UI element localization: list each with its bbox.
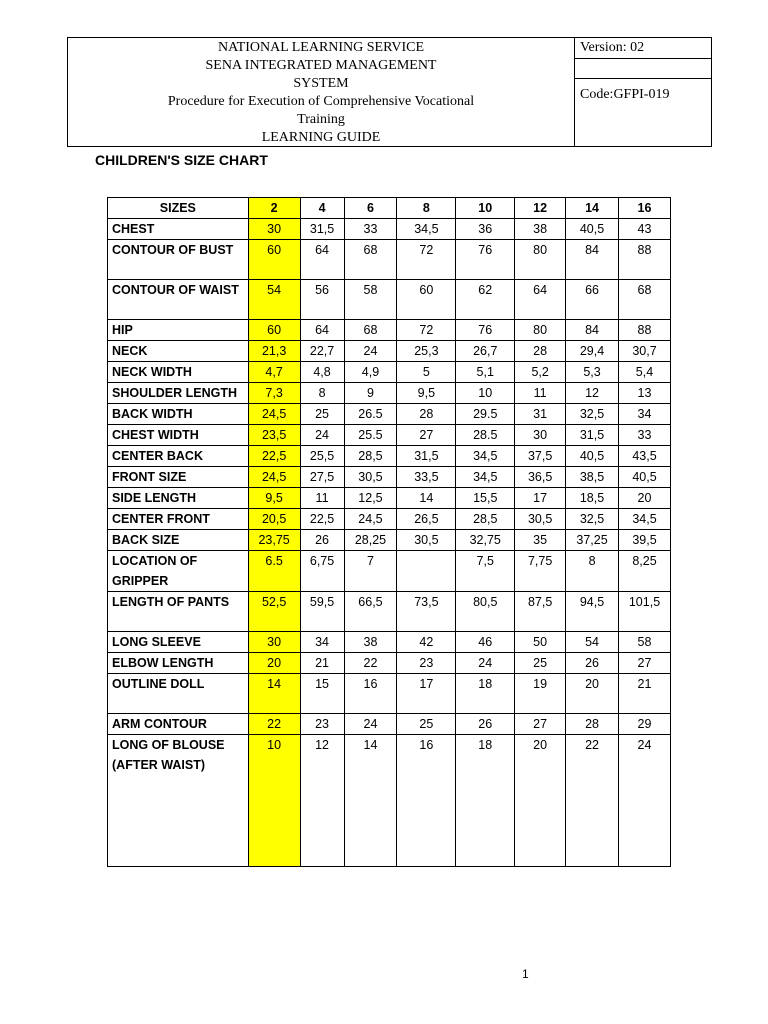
table-cell: 68	[619, 280, 671, 320]
table-cell: 87,5	[515, 592, 566, 632]
row-label: BACK WIDTH	[108, 404, 249, 425]
row-label: NECK	[108, 341, 249, 362]
table-cell: 17	[397, 674, 456, 714]
table-cell: 32,75	[456, 530, 515, 551]
table-cell: 8,25	[619, 551, 671, 592]
table-cell: 4,9	[344, 362, 397, 383]
table-cell: 23	[397, 653, 456, 674]
table-cell: 6,75	[300, 551, 344, 592]
table-cell: 14	[248, 674, 300, 714]
table-cell: 12,5	[344, 488, 397, 509]
table-cell: 26	[300, 530, 344, 551]
table-cell: 20,5	[248, 509, 300, 530]
table-cell: 33	[619, 425, 671, 446]
table-cell: 22	[248, 714, 300, 735]
table-cell: 32,5	[566, 509, 619, 530]
table-cell: 30,5	[515, 509, 566, 530]
table-cell: 60	[248, 240, 300, 280]
header-line-1: NATIONAL LEARNING SERVICE	[217, 40, 424, 55]
table-cell: 30	[248, 219, 300, 240]
table-cell: 26	[566, 653, 619, 674]
row-label: CENTER BACK	[108, 446, 249, 467]
table-cell: 28	[397, 404, 456, 425]
table-cell: 26	[456, 714, 515, 735]
table-row	[108, 383, 671, 404]
table-cell: 24	[619, 735, 671, 867]
table-cell: 60	[397, 280, 456, 320]
table-cell: 5,4	[619, 362, 671, 383]
table-cell: 25	[300, 404, 344, 425]
row-label: ARM CONTOUR	[108, 714, 249, 735]
table-cell: 30,5	[344, 467, 397, 488]
column-header: 16	[619, 198, 671, 219]
table-cell: 34,5	[456, 446, 515, 467]
table-cell: 33	[344, 219, 397, 240]
table-row	[108, 341, 671, 362]
table-cell: 28.5	[456, 425, 515, 446]
table-cell: 76	[456, 240, 515, 280]
table-cell: 59,5	[300, 592, 344, 632]
document-header	[67, 37, 712, 147]
table-cell: 20	[248, 653, 300, 674]
row-label: OUTLINE DOLL	[108, 674, 249, 714]
header-meta	[575, 38, 711, 146]
table-cell: 24,5	[344, 509, 397, 530]
row-label: CHEST	[108, 219, 249, 240]
table-cell: 24	[344, 341, 397, 362]
table-cell: 23,5	[248, 425, 300, 446]
row-label: LOCATION OF GRIPPER	[108, 551, 249, 592]
table-cell: 62	[456, 280, 515, 320]
table-cell: 5,3	[566, 362, 619, 383]
table-cell: 34,5	[456, 467, 515, 488]
header-line-6: LEARNING GUIDE	[261, 130, 381, 145]
table-cell: 12	[566, 383, 619, 404]
row-label: CONTOUR OF BUST	[108, 240, 249, 280]
table-row	[108, 530, 671, 551]
table-header-row	[108, 198, 671, 219]
table-cell: 21	[619, 674, 671, 714]
table-cell: 64	[515, 280, 566, 320]
table-cell: 14	[344, 735, 397, 867]
table-cell: 19	[515, 674, 566, 714]
row-label: BACK SIZE	[108, 530, 249, 551]
table-body	[108, 219, 671, 867]
table-cell: 54	[248, 280, 300, 320]
table-cell: 27,5	[300, 467, 344, 488]
table-cell: 88	[619, 320, 671, 341]
table-cell: 25	[397, 714, 456, 735]
table-cell: 26,5	[397, 509, 456, 530]
table-cell: 17	[515, 488, 566, 509]
table-cell: 14	[397, 488, 456, 509]
table-cell: 30	[248, 632, 300, 653]
table-cell: 21	[300, 653, 344, 674]
table-row	[108, 509, 671, 530]
table-cell: 40,5	[566, 446, 619, 467]
version-label: Version: 02	[575, 38, 711, 59]
table-row	[108, 219, 671, 240]
table-cell: 5,1	[456, 362, 515, 383]
table-cell: 80	[515, 240, 566, 280]
table-cell: 13	[619, 383, 671, 404]
row-label: ELBOW LENGTH	[108, 653, 249, 674]
table-row	[108, 425, 671, 446]
table-cell: 26,7	[456, 341, 515, 362]
table-cell: 28	[566, 714, 619, 735]
table-cell: 24,5	[248, 404, 300, 425]
table-cell: 33,5	[397, 467, 456, 488]
table-cell: 31,5	[397, 446, 456, 467]
row-label: CONTOUR OF WAIST	[108, 280, 249, 320]
table-row	[108, 404, 671, 425]
table-cell: 30,5	[397, 530, 456, 551]
table-cell: 6.5	[248, 551, 300, 592]
column-header: 14	[566, 198, 619, 219]
table-row	[108, 551, 671, 592]
table-cell: 31,5	[566, 425, 619, 446]
table-row	[108, 735, 671, 867]
table-cell: 32,5	[566, 404, 619, 425]
table-cell: 22,7	[300, 341, 344, 362]
table-cell: 88	[619, 240, 671, 280]
row-label: HIP	[108, 320, 249, 341]
table-cell: 30,7	[619, 341, 671, 362]
table-cell: 72	[397, 240, 456, 280]
table-cell: 27	[619, 653, 671, 674]
row-label: SIDE LENGTH	[108, 488, 249, 509]
table-cell: 31,5	[300, 219, 344, 240]
table-cell: 29	[619, 714, 671, 735]
table-cell: 34	[619, 404, 671, 425]
table-cell: 25.5	[344, 425, 397, 446]
table-cell: 9,5	[248, 488, 300, 509]
table-cell: 26.5	[344, 404, 397, 425]
table-cell: 24,5	[248, 467, 300, 488]
table-row	[108, 714, 671, 735]
header-line-2: SENA INTEGRATED MANAGEMENT	[205, 58, 437, 73]
table-cell: 28,5	[344, 446, 397, 467]
row-label: LONG OF BLOUSE (AFTER WAIST)	[108, 735, 249, 867]
column-header: 10	[456, 198, 515, 219]
header-line-5: Training	[297, 112, 345, 127]
table-cell: 10	[456, 383, 515, 404]
table-cell: 58	[619, 632, 671, 653]
table-cell: 64	[300, 240, 344, 280]
table-cell: 46	[456, 632, 515, 653]
table-cell: 94,5	[566, 592, 619, 632]
table-cell: 20	[619, 488, 671, 509]
column-header: 8	[397, 198, 456, 219]
table-cell: 16	[397, 735, 456, 867]
table-cell: 40,5	[566, 219, 619, 240]
table-cell: 9,5	[397, 383, 456, 404]
table-cell: 22	[566, 735, 619, 867]
row-label: CHEST WIDTH	[108, 425, 249, 446]
table-cell: 25,5	[300, 446, 344, 467]
table-cell: 21,3	[248, 341, 300, 362]
column-header: 12	[515, 198, 566, 219]
header-empty-cell	[575, 59, 711, 79]
table-row	[108, 467, 671, 488]
table-cell: 34	[300, 632, 344, 653]
page-number: 1	[522, 967, 529, 981]
header-line-4: Procedure for Execution of Comprehensive Vocational	[167, 94, 475, 109]
table-cell: 50	[515, 632, 566, 653]
table-cell: 73,5	[397, 592, 456, 632]
table-cell: 68	[344, 240, 397, 280]
code-label: Code:GFPI-019	[580, 87, 670, 102]
column-header: SIZES	[108, 198, 249, 219]
column-header: 4	[300, 198, 344, 219]
table-row	[108, 653, 671, 674]
table-cell: 12	[300, 735, 344, 867]
table-cell: 25	[515, 653, 566, 674]
table-cell: 7	[344, 551, 397, 592]
table-cell: 11	[515, 383, 566, 404]
table-cell: 28	[515, 341, 566, 362]
table-cell: 101,5	[619, 592, 671, 632]
table-row	[108, 320, 671, 341]
row-label: LONG SLEEVE	[108, 632, 249, 653]
table-cell: 27	[397, 425, 456, 446]
table-cell: 29,4	[566, 341, 619, 362]
table-cell: 52,5	[248, 592, 300, 632]
size-chart-table	[107, 197, 671, 867]
table-cell: 40,5	[619, 467, 671, 488]
table-cell: 24	[456, 653, 515, 674]
table-cell: 9	[344, 383, 397, 404]
table-cell: 15,5	[456, 488, 515, 509]
table-row	[108, 240, 671, 280]
header-titles	[68, 38, 575, 146]
table-cell: 31	[515, 404, 566, 425]
table-cell: 27	[515, 714, 566, 735]
table-cell: 43	[619, 219, 671, 240]
table-cell: 18,5	[566, 488, 619, 509]
table-cell: 20	[515, 735, 566, 867]
table-cell: 37,25	[566, 530, 619, 551]
row-label: CENTER FRONT	[108, 509, 249, 530]
table-cell: 43,5	[619, 446, 671, 467]
table-cell: 80,5	[456, 592, 515, 632]
row-label: SHOULDER LENGTH	[108, 383, 249, 404]
table-cell: 39,5	[619, 530, 671, 551]
table-cell: 24	[300, 425, 344, 446]
table-cell: 35	[515, 530, 566, 551]
table-cell: 64	[300, 320, 344, 341]
table-cell: 37,5	[515, 446, 566, 467]
table-cell: 29.5	[456, 404, 515, 425]
table-cell: 84	[566, 240, 619, 280]
table-cell: 8	[566, 551, 619, 592]
table-row	[108, 674, 671, 714]
row-label: FRONT SIZE	[108, 467, 249, 488]
table-cell: 38	[344, 632, 397, 653]
table-cell: 68	[344, 320, 397, 341]
table-cell: 20	[566, 674, 619, 714]
table-cell: 54	[566, 632, 619, 653]
table-cell: 72	[397, 320, 456, 341]
table-cell: 60	[248, 320, 300, 341]
table-cell: 16	[344, 674, 397, 714]
table-cell: 28,25	[344, 530, 397, 551]
table-cell: 25,3	[397, 341, 456, 362]
table-cell: 18	[456, 735, 515, 867]
table-cell: 24	[344, 714, 397, 735]
row-label: NECK WIDTH	[108, 362, 249, 383]
table-row	[108, 488, 671, 509]
table-cell: 11	[300, 488, 344, 509]
table-cell: 5,2	[515, 362, 566, 383]
table-cell: 4,8	[300, 362, 344, 383]
table-cell: 34,5	[619, 509, 671, 530]
table-cell: 58	[344, 280, 397, 320]
page-title: CHILDREN'S SIZE CHART	[95, 152, 268, 168]
table-cell: 22,5	[248, 446, 300, 467]
table-row	[108, 362, 671, 383]
table-cell: 23	[300, 714, 344, 735]
table-cell: 34,5	[397, 219, 456, 240]
table-cell: 80	[515, 320, 566, 341]
table-cell: 38,5	[566, 467, 619, 488]
table-cell: 22	[344, 653, 397, 674]
table-cell: 18	[456, 674, 515, 714]
table-cell: 76	[456, 320, 515, 341]
table-row	[108, 446, 671, 467]
table-cell: 36,5	[515, 467, 566, 488]
table-cell: 66,5	[344, 592, 397, 632]
table-cell: 56	[300, 280, 344, 320]
table-cell: 22,5	[300, 509, 344, 530]
table-cell: 8	[300, 383, 344, 404]
table-cell: 7,3	[248, 383, 300, 404]
column-header: 6	[344, 198, 397, 219]
table-cell: 4,7	[248, 362, 300, 383]
table-cell: 66	[566, 280, 619, 320]
table-row	[108, 280, 671, 320]
table-cell: 23,75	[248, 530, 300, 551]
table-cell: 38	[515, 219, 566, 240]
table-cell: 28,5	[456, 509, 515, 530]
column-header: 2	[248, 198, 300, 219]
row-label: LENGTH OF PANTS	[108, 592, 249, 632]
table-cell: 36	[456, 219, 515, 240]
table-cell: 5	[397, 362, 456, 383]
table-cell: 42	[397, 632, 456, 653]
table-cell: 7,75	[515, 551, 566, 592]
table-cell: 84	[566, 320, 619, 341]
header-line-3: SYSTEM	[293, 76, 349, 91]
table-cell: 15	[300, 674, 344, 714]
table-cell: 10	[248, 735, 300, 867]
table-row	[108, 632, 671, 653]
table-cell: 7,5	[456, 551, 515, 592]
table-cell	[397, 551, 456, 592]
table-row	[108, 592, 671, 632]
table-cell: 30	[515, 425, 566, 446]
